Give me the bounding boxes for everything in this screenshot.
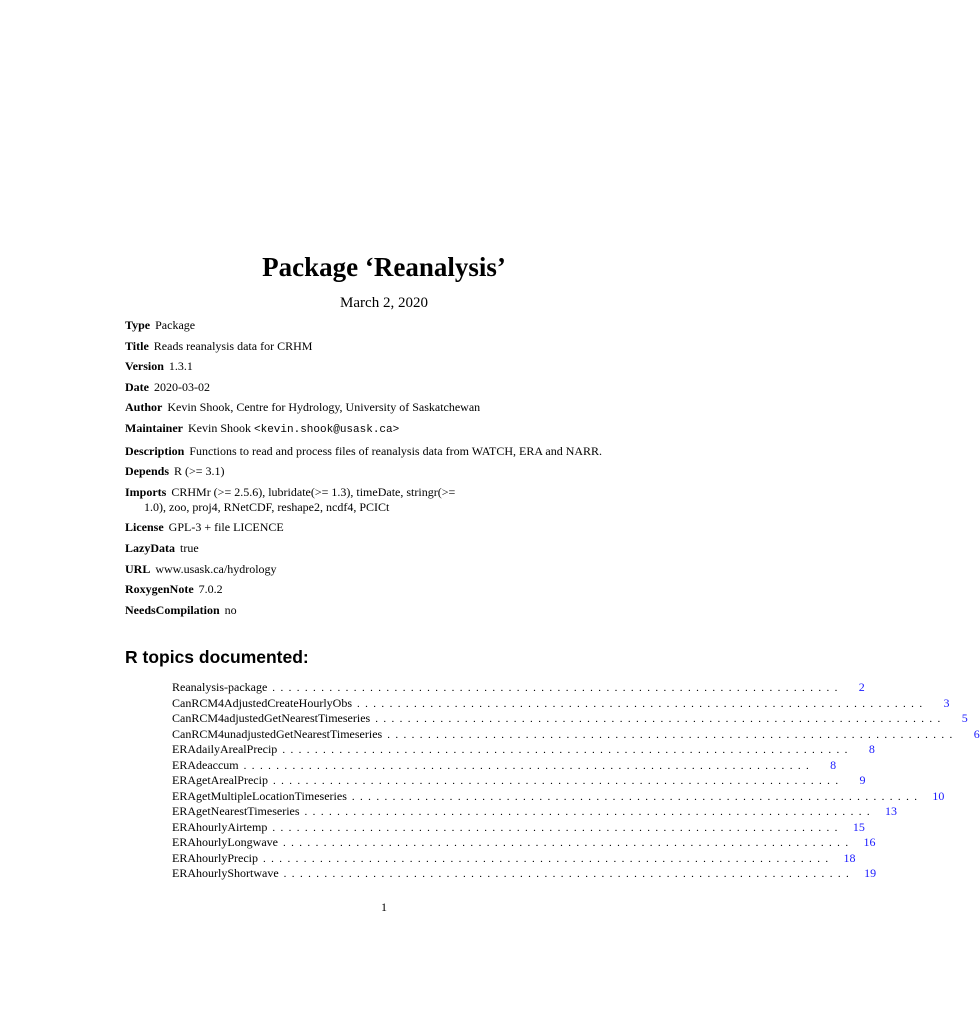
toc-entry[interactable] bbox=[172, 788, 945, 805]
field-key: Date bbox=[125, 379, 149, 394]
toc-leader-dots: ...................................................................... bbox=[304, 806, 876, 818]
toc-leader-dots: ...................................................................... bbox=[375, 713, 946, 725]
field-key: RoxygenNote bbox=[125, 582, 194, 597]
toc-entry[interactable] bbox=[172, 680, 865, 696]
field-key: License bbox=[125, 520, 164, 535]
field-key: LazyData bbox=[125, 540, 175, 555]
field-description bbox=[125, 444, 645, 459]
toc-leader-dots: ...................................................................... bbox=[282, 837, 854, 849]
toc-leader-dots: ...................................................................... bbox=[263, 852, 834, 865]
toc-entry-name[interactable]: CanRCM4unadjustedGetNearestTimeseries bbox=[172, 726, 383, 741]
toc-entry[interactable] bbox=[172, 757, 837, 774]
field-depends bbox=[125, 464, 645, 479]
toc-entry-name[interactable]: ERAgetArealPrecip bbox=[172, 773, 268, 787]
toc-leader-dots: ...................................................................... bbox=[272, 775, 844, 787]
toc-page-link[interactable]: 6 bbox=[973, 726, 980, 741]
toc-page-link[interactable]: 8 bbox=[830, 757, 837, 772]
toc-leader-dots: ...................................................................... bbox=[243, 759, 815, 772]
toc-page-link[interactable]: 2 bbox=[858, 680, 865, 694]
toc-leader-dots: ...................................................................... bbox=[272, 821, 843, 834]
toc-entry[interactable] bbox=[172, 695, 950, 712]
toc-entry[interactable] bbox=[172, 726, 980, 743]
field-type bbox=[125, 318, 645, 333]
toc-entry[interactable] bbox=[172, 711, 968, 727]
field-maintainer bbox=[125, 421, 645, 438]
url-link[interactable]: www.usask.ca/hydrology bbox=[155, 561, 277, 576]
field-key: Description bbox=[125, 443, 185, 458]
toc-entry[interactable] bbox=[172, 773, 866, 789]
field-value: Kevin Shook, Centre for Hydrology, University of Saskatchewan bbox=[167, 400, 481, 415]
description-fields bbox=[125, 318, 645, 623]
toc-entry-name[interactable]: Reanalysis-package bbox=[172, 680, 268, 694]
field-value: no bbox=[224, 602, 237, 617]
field-key: Author bbox=[125, 400, 163, 415]
field-value: 1.3.1 bbox=[168, 359, 193, 374]
table-of-contents bbox=[172, 680, 980, 882]
toc-entry-name[interactable]: ERAhourlyShortwave bbox=[172, 866, 279, 880]
field-value: R (>= 3.1) bbox=[174, 464, 225, 479]
toc-page-link[interactable]: 9 bbox=[859, 773, 866, 787]
field-value-line1: CRHMr (>= 2.5.6), lubridate(>= 1.3), timeDate, stringr(>= bbox=[171, 484, 456, 499]
field-value: Functions to read and process files of reanalysis data from WATCH, ERA and NARR. bbox=[189, 443, 603, 458]
toc-entry-name[interactable]: ERAhourlyAirtemp bbox=[172, 819, 268, 834]
topics-heading: R topics documented: bbox=[125, 647, 309, 667]
toc-entry[interactable] bbox=[172, 866, 877, 882]
toc-entry-name[interactable]: ERAhourlyLongwave bbox=[172, 835, 278, 849]
field-imports bbox=[125, 485, 645, 515]
toc-entry[interactable] bbox=[172, 742, 875, 758]
maintainer-name: Kevin Shook bbox=[188, 420, 254, 435]
field-value: 2020-03-02 bbox=[154, 379, 210, 394]
field-value: true bbox=[180, 540, 199, 555]
toc-leader-dots: ...................................................................... bbox=[283, 868, 855, 880]
field-needscompilation bbox=[125, 603, 645, 618]
toc-leader-dots: ...................................................................... bbox=[272, 682, 843, 694]
toc-entry[interactable] bbox=[172, 850, 856, 867]
field-version bbox=[125, 359, 645, 374]
field-value: 7.0.2 bbox=[198, 582, 223, 597]
toc-entry-name[interactable]: ERAdailyArealPrecip bbox=[172, 742, 278, 756]
field-key: Depends bbox=[125, 464, 170, 479]
toc-entry-name[interactable]: CanRCM4adjustedGetNearestTimeseries bbox=[172, 711, 371, 725]
toc-page-link[interactable]: 18 bbox=[843, 850, 856, 865]
field-date bbox=[125, 380, 645, 395]
toc-leader-dots: ...................................................................... bbox=[387, 728, 958, 741]
toc-page-link[interactable]: 16 bbox=[863, 835, 876, 849]
field-key: NeedsCompilation bbox=[125, 602, 220, 617]
field-title bbox=[125, 339, 645, 354]
field-value-line2: 1.0), zoo, proj4, RNetCDF, reshape2, ncdf4, PCICt bbox=[144, 499, 390, 514]
field-key: Imports bbox=[125, 484, 167, 499]
field-roxygennote bbox=[125, 582, 645, 597]
toc-page-link[interactable]: 5 bbox=[961, 711, 968, 725]
document-date: March 2, 2020 bbox=[340, 295, 428, 311]
field-lazydata bbox=[125, 541, 645, 556]
toc-entry[interactable] bbox=[172, 819, 865, 836]
field-author bbox=[125, 400, 645, 415]
toc-page-link[interactable]: 13 bbox=[885, 804, 898, 818]
field-license bbox=[125, 520, 645, 535]
toc-leader-dots: ...................................................................... bbox=[282, 744, 853, 756]
toc-entry-name[interactable]: CanRCM4AdjustedCreateHourlyObs bbox=[172, 695, 352, 710]
field-key: Title bbox=[125, 338, 149, 353]
field-key: Version bbox=[125, 359, 164, 374]
toc-entry[interactable] bbox=[172, 835, 876, 851]
toc-leader-dots: ...................................................................... bbox=[356, 697, 928, 710]
field-url bbox=[125, 562, 645, 577]
field-key: Maintainer bbox=[125, 420, 183, 435]
maintainer-email: <kevin.shook@usask.ca> bbox=[254, 423, 400, 436]
toc-page-link[interactable]: 3 bbox=[943, 695, 950, 710]
field-key: Type bbox=[125, 318, 151, 332]
toc-page-link[interactable]: 19 bbox=[864, 866, 877, 880]
toc-entry[interactable] bbox=[172, 804, 898, 820]
toc-entry-name[interactable]: ERAgetNearestTimeseries bbox=[172, 804, 300, 818]
page-number: 1 bbox=[381, 900, 387, 914]
field-value: Reads reanalysis data for CRHM bbox=[153, 338, 313, 353]
toc-leader-dots: ...................................................................... bbox=[351, 790, 923, 803]
field-key: URL bbox=[125, 561, 151, 576]
toc-page-link[interactable]: 15 bbox=[852, 819, 865, 834]
document-title: Package ‘Reanalysis’ bbox=[262, 252, 506, 282]
toc-entry-name[interactable]: ERAgetMultipleLocationTimeseries bbox=[172, 788, 347, 803]
toc-page-link[interactable]: 8 bbox=[868, 742, 875, 756]
toc-page-link[interactable]: 10 bbox=[932, 788, 945, 803]
field-value: GPL-3 + file LICENCE bbox=[168, 520, 284, 535]
toc-entry-name[interactable]: ERAdeaccum bbox=[172, 757, 239, 772]
toc-entry-name[interactable]: ERAhourlyPrecip bbox=[172, 850, 258, 865]
field-value: Package bbox=[155, 318, 196, 332]
